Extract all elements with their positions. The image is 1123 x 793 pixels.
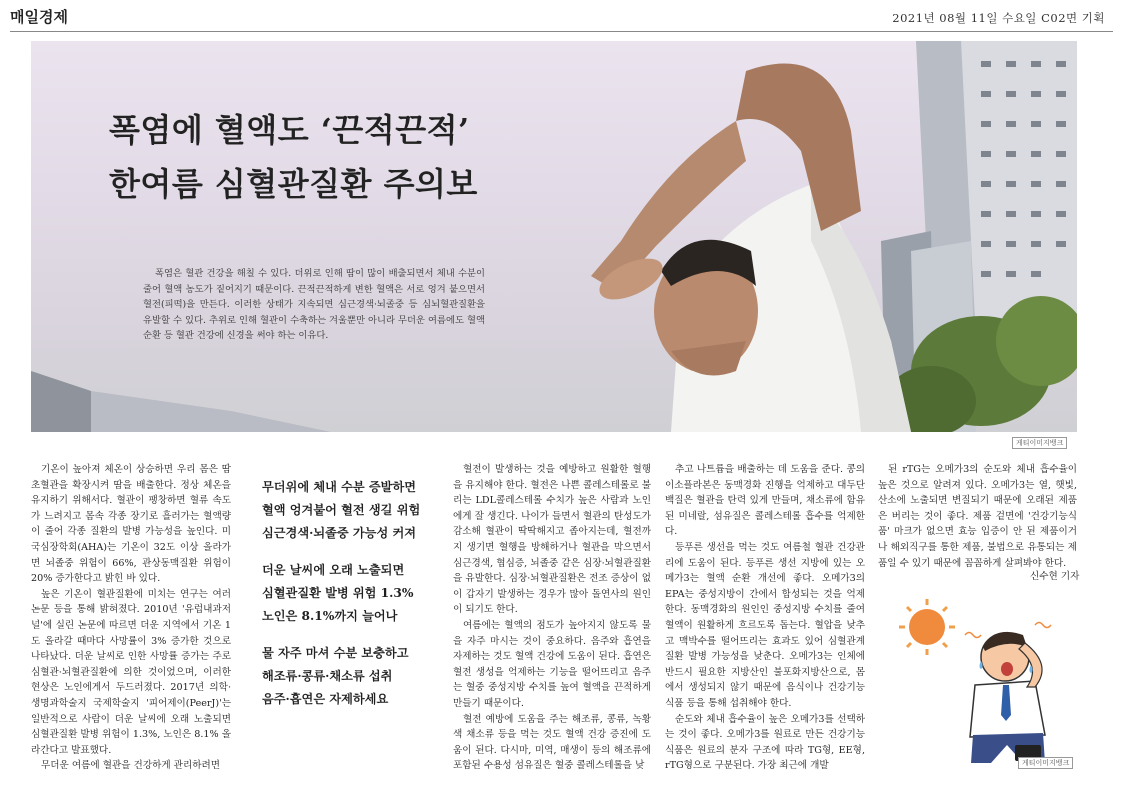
heat-illustration bbox=[895, 595, 1077, 767]
paragraph: 무더운 여름에 혈관을 건강하게 관리하려면 bbox=[41, 760, 221, 772]
subheadline: 무더위에 체내 수분 증발하면 bbox=[262, 480, 417, 494]
subheadline: 심혈관질환 발병 위험 1.3% bbox=[262, 586, 414, 600]
illustration-credit: 게티이미지뱅크 bbox=[1018, 757, 1073, 769]
headline-line-1: 폭염에 혈액도 ‘끈적끈적’ bbox=[109, 111, 470, 149]
sun-icon bbox=[899, 599, 955, 655]
hero-photo-illustration bbox=[31, 41, 1077, 432]
paragraph: 등푸른 생선을 먹는 것도 여름철 혈관 건강관리에 도움이 된다. 등푸른 생선 지방에 있는 오메가3는 혈액 순환 개선에 좋다. 오메가3의 EPA는 중성지방이 간에서 합성되는 것을 억제한다. 동맥경화의 원인인 중성지방 수치를 줄여 혈액이 원활하게 흐르도록 돕는다. 혈압을 낮추고 맥박수를 떨어뜨리는 효과도 있어 심혈관계 질환 발병 가능성을 낮춘다. 오메가3는 인체에 반드시 필요한 지방산인 불포화지방산으로, 몸에서 생성되지 않기 때문에 음식이나 건강기능식품 등을 통해 섭취해야 한다. bbox=[665, 541, 865, 709]
headline-line-2: 한여름 심혈관질환 주의보 bbox=[109, 165, 478, 203]
subheadline: 물 자주 마셔 수분 보충하고 bbox=[262, 646, 409, 660]
subheadline: 심근경색·뇌졸중 가능성 커져 bbox=[262, 526, 417, 540]
dateline: 2021년 08월 11일 수요일 C02면 기획 bbox=[892, 11, 1105, 25]
body-column-2 bbox=[453, 462, 651, 774]
subheadline: 해조류·콩류·채소류 섭취 bbox=[262, 669, 393, 683]
paragraph: 순도와 체내 흡수율이 높은 오메가3를 선택하는 것이 좋다. 오메가3를 원료로 만든 건강기능식품은 원료의 분자 구조에 따라 TG형, EE형, rTG형으로 구분된다. 가장 최근에 개발 bbox=[665, 713, 865, 772]
header-rule bbox=[10, 31, 1113, 32]
hot-man-icon bbox=[895, 595, 1077, 767]
subheadline-group bbox=[262, 476, 440, 545]
lead-paragraph: 폭염은 혈관 건강을 해칠 수 있다. 더위로 인해 땀이 많이 배출되면서 체내 수분이 줄어 혈액 농도가 짙어지기 때문이다. 끈적끈적하게 변한 혈액은 서로 엉겨 붙으면서 혈전(피떡)을 만든다. 이러한 상태가 지속되면 심근경색·뇌졸중 등 심뇌혈관질환을 유발할 수 있다. 추위로 인해 혈관이 수축하는 겨울뿐만 아니라 무더운 여름에도 혈액 순환 등 혈관 건강에 신경을 써야 하는 이유다. bbox=[143, 268, 485, 342]
masthead: 매일경제 bbox=[10, 8, 68, 26]
subheadline: 음주·흡연은 자제하세요 bbox=[262, 692, 389, 706]
subheadline: 더운 날씨에 오래 노출되면 bbox=[262, 563, 405, 577]
paragraph: 혈전이 발생하는 것을 예방하고 원활한 혈행을 유지해야 한다. 혈전은 나쁜 콜레스테롤로 불리는 LDL콜레스테롤 수치가 높은 사람과 노인에게 잘 생긴다. 나이가 들면서 혈관의 탄성도가 감소해 혈관이 딱딱해지고 좁아지는데, 혈전까지 생기면 혈행을 방해하거나 혈관을 막으면서 심근경색, 협심증, 뇌졸중 같은 심장·뇌혈관질환을 유발한다. 심장·뇌혈관질환은 전조 증상이 없이 갑자기 발생하는 경우가 많아 돌연사의 원인이 되기도 한다. bbox=[453, 464, 651, 616]
paragraph: 여름에는 혈액의 점도가 높아지지 않도록 물을 자주 마시는 것이 중요하다. 음주와 흡연을 자제하는 것도 혈액 건강에 도움이 된다. 흡연은 혈전 생성을 억제하는 기능을 떨어뜨리고 음주는 혈중 중성지방 수치를 높여 혈액을 끈적하게 만들기 때문이다. bbox=[453, 619, 651, 709]
paragraph: 높은 기온이 혈관질환에 미치는 연구는 여러 논문 등을 통해 밝혀졌다. 2010년 '유럽내과저널'에 실린 논문에 따르면 더운 지역에서 기온 1도 올라갈 때마다 사망률이 3% 증가한 것으로 나타났다. 더운 날씨로 인한 사망률 증가는 주로 심혈관·뇌혈관질환에 의한 것이었으며, 이러한 현상은 노인에게서 두드러졌다. 2017년 의학·생명과학술지 국제학술지 '피어제이(PeerJ)'는 일반적으로 사람이 더운 날씨에 오래 노출되면 심혈관질환 발병 위험이 1.3%, 노인은 8.1% 올라간다고 발표했다. bbox=[31, 588, 231, 756]
body-column-4 bbox=[878, 462, 1077, 571]
paragraph: 추고 나트륨을 배출하는 데 도움을 준다. 콩의 이소플라본은 동맥경화 진행을 억제하고 대두단백질은 혈관을 탄력 있게 만들며, 채소류에 함유된 미네랄, 섬유질은 콜레스테롤 흡수를 억제한다. bbox=[665, 464, 865, 538]
subheadline: 노인은 8.1%까지 늘어나 bbox=[262, 609, 398, 623]
body-column-1 bbox=[31, 462, 231, 774]
subheadline-group bbox=[262, 559, 440, 628]
subheadline-box bbox=[262, 476, 440, 725]
paragraph: 기온이 높아져 체온이 상승하면 우리 몸은 땀 초혈관을 확장시켜 땀을 배출한다. 정상 체온을 유지하기 위해서다. 혈관이 팽창하면 혈류 속도가 느려지고 몸속 각종 장기로 흘러가는 혈액량이 줄어 각종 질환의 발병 가능성을 높인다. 미국심장학회(AHA)는 기온이 32도 이상 올라가면 뇌졸중 위험이 66%, 관상동맥질환 위험이 20% 증가한다고 밝힌 바 있다. bbox=[31, 464, 231, 585]
subheadline: 혈액 엉겨붙어 혈전 생길 위험 bbox=[262, 503, 421, 517]
paragraph: 혈전 예방에 도움을 주는 해조류, 콩류, 녹황색 채소류 등을 먹는 것도 혈액 건강 증진에 도움이 된다. 다시마, 미역, 매생이 등의 해조류에 포함된 수용성 섬유질은 혈중 콜레스테롤을 낮 bbox=[453, 713, 651, 772]
byline: 신수현 기자 bbox=[1030, 571, 1080, 582]
hero-photo bbox=[31, 41, 1077, 432]
subheadline-group bbox=[262, 642, 440, 711]
photo-credit: 게티이미지뱅크 bbox=[1012, 437, 1067, 449]
paragraph: 된 rTG는 오메가3의 순도와 체내 흡수율이 높은 것으로 알려져 있다. 오메가3는 열, 햇빛, 산소에 노출되면 변질되기 때문에 오래된 제품은 버리는 것이 좋다. 제품 겉면에 '건강기능식품' 마크가 없으면 효능 입증이 안 된 제품이거나 해외직구를 통한 제품, 불법으로 유통되는 제품일 수 있기 때문에 꼼꼼하게 살펴봐야 한다. bbox=[878, 464, 1077, 569]
body-column-3 bbox=[665, 462, 865, 774]
